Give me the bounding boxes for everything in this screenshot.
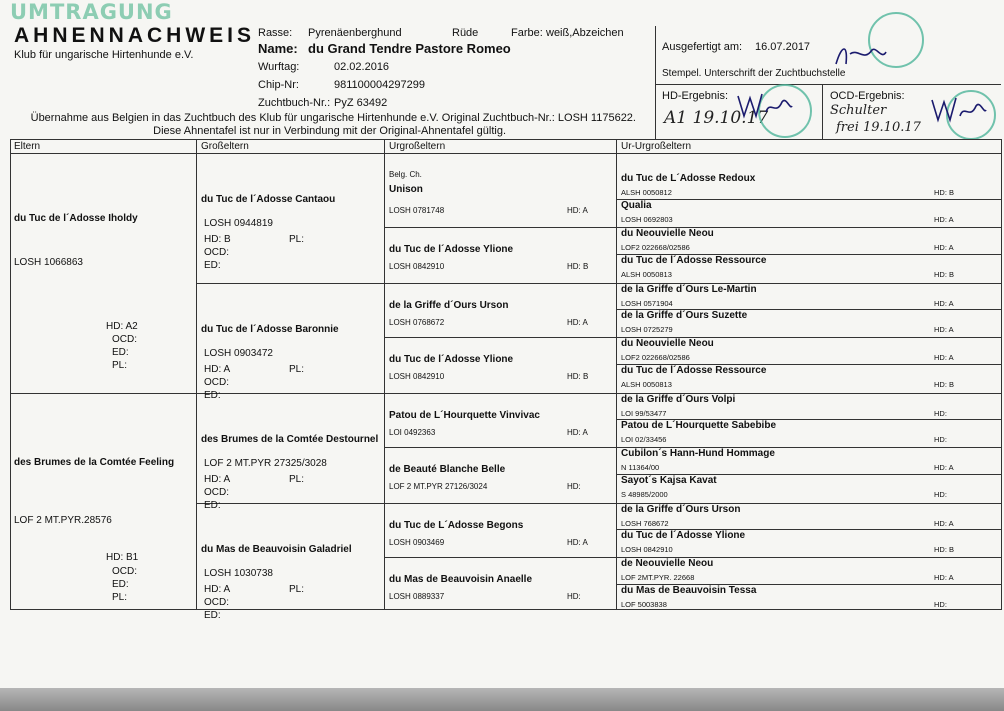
grandparent-name: des Brumes de la Comtée Destournel bbox=[201, 434, 379, 445]
great-great-grandparent-name: du Neouvielle Neou bbox=[621, 228, 714, 239]
signature-3 bbox=[928, 92, 988, 126]
great-great-grandparent-reg: LOSH 0571904 bbox=[621, 299, 673, 308]
great-great-grandparent-hd: HD: A bbox=[934, 573, 954, 582]
header-urgrosseltern: Urgroßeltern bbox=[389, 141, 446, 152]
great-grandparent-name: du Tuc de l´Adosse Ylione bbox=[389, 244, 514, 255]
grandparent-pl: PL: bbox=[289, 364, 305, 375]
great-great-grandparent-reg: ALSH 0050813 bbox=[621, 380, 672, 389]
great-great-grandparent-reg: LOF2 022668/02586 bbox=[621, 353, 690, 362]
validity-note: Diese Ahnentafel ist nur in Verbindung mit der Original-Ahnentafel gültig. bbox=[153, 125, 506, 137]
great-great-grandparent-name: Qualia bbox=[621, 200, 652, 211]
great-great-grandparent-hd: HD: bbox=[934, 490, 947, 499]
great-great-grandparent-name: Patou de L´Hourquette Sabebibe bbox=[621, 420, 777, 431]
great-great-grandparent-hd: HD: A bbox=[934, 299, 954, 308]
grandparent-pl: PL: bbox=[289, 234, 305, 245]
grandparent-ocd: OCD: bbox=[204, 377, 229, 388]
grandparent-ocd: OCD: bbox=[204, 247, 229, 258]
rasse-label: Rasse: bbox=[258, 27, 293, 39]
ocd-result-label: OCD-Ergebnis: bbox=[830, 90, 905, 102]
great-great-grandparent-hd: HD: bbox=[934, 409, 947, 418]
parent-dam-name: des Brumes de la Comtée Feeling bbox=[14, 457, 175, 468]
grandparent-hd: HD: B bbox=[204, 234, 231, 245]
great-grandparent-hd: HD: B bbox=[567, 262, 589, 271]
takeover-note: Übernahme aus Belgien in das Zuchtbuch des Klub für ungarische Hirtenhunde e.V. Original Zuchtbuch-Nr.: LOSH 1175622. bbox=[30, 112, 636, 124]
great-great-grandparent-name: Cubilon´s Hann-Hund Hommage bbox=[621, 448, 775, 459]
great-grandparent-reg: LOSH 0781748 bbox=[389, 206, 445, 215]
great-great-grandparent-hd: HD: bbox=[934, 600, 947, 609]
parent-sire-ocd: OCD: bbox=[112, 334, 137, 345]
grandparent-hd: HD: A bbox=[204, 584, 231, 595]
great-great-grandparent-name: de Neouvielle Neou bbox=[621, 558, 714, 569]
grandparent-ed: ED: bbox=[204, 390, 221, 401]
great-grandparent-name: de Beauté Blanche Belle bbox=[389, 464, 506, 475]
great-grandparent-name: Unison bbox=[389, 184, 423, 195]
document-title: AHNENNACHWEIS bbox=[14, 24, 255, 47]
grandparent-ed: ED: bbox=[204, 500, 221, 511]
great-great-grandparent-reg: LOF 5003838 bbox=[621, 600, 667, 609]
great-great-grandparent-reg: LOSH 0842910 bbox=[621, 545, 673, 554]
club-name: Klub für ungarische Hirtenhunde e.V. bbox=[14, 49, 194, 61]
header-grosseltern: Großeltern bbox=[201, 141, 249, 152]
great-grandparent-hd: HD: bbox=[567, 592, 581, 601]
great-great-grandparent-name: de la Griffe d´Ours Suzette bbox=[621, 310, 748, 321]
grandparent-pl: PL: bbox=[289, 474, 305, 485]
great-great-grandparent-hd: HD: A bbox=[934, 325, 954, 334]
great-great-grandparent-reg: N 11364/00 bbox=[621, 463, 660, 472]
great-grandparent-hd: HD: A bbox=[567, 318, 588, 327]
grandparent-name: du Mas de Beauvoisin Galadriel bbox=[201, 544, 352, 555]
great-great-grandparent-reg: LOSH 0725279 bbox=[621, 325, 673, 334]
chip-label: Chip-Nr: bbox=[258, 79, 299, 91]
grandparent-hd: HD: A bbox=[204, 474, 231, 485]
great-great-grandparent-hd: HD: bbox=[934, 435, 947, 444]
zuchtbuch-value: PyZ 63492 bbox=[334, 97, 388, 109]
great-grandparent-reg: LOSH 0768672 bbox=[389, 318, 445, 327]
great-great-grandparent-reg: LOF 2MT.PYR. 22668 bbox=[621, 573, 695, 582]
great-great-grandparent-reg: ALSH 0050812 bbox=[621, 188, 672, 197]
issued-label: Ausgefertigt am: bbox=[662, 41, 743, 53]
great-grandparent-name: de la Griffe d´Ours Urson bbox=[389, 300, 509, 311]
dog-name: du Grand Tendre Pastore Romeo bbox=[308, 41, 511, 56]
great-great-grandparent-hd: HD: A bbox=[934, 519, 954, 528]
great-great-grandparent-reg: ALSH 0050813 bbox=[621, 270, 672, 279]
name-label: Name: bbox=[258, 41, 298, 56]
great-great-grandparent-name: de la Griffe d´Ours Volpi bbox=[621, 394, 736, 405]
great-grandparent-reg: LOSH 0903469 bbox=[389, 538, 445, 547]
great-great-grandparent-name: du Tuc de L´Adosse Redoux bbox=[621, 173, 756, 184]
parent-sire-name: du Tuc de l´Adosse Iholdy bbox=[14, 213, 138, 224]
great-grandparent-reg: LOI 0492363 bbox=[389, 428, 436, 437]
parent-sire-reg: LOSH 1066863 bbox=[14, 257, 83, 268]
grandparent-reg: LOSH 0903472 bbox=[204, 348, 273, 359]
great-great-grandparent-hd: HD: A bbox=[934, 243, 954, 252]
great-great-grandparent-hd: HD: A bbox=[934, 215, 954, 224]
hd-result-handwritten: A1 19.10.17 bbox=[664, 108, 769, 128]
grandparent-ocd: OCD: bbox=[204, 487, 229, 498]
great-grandparent-reg: LOSH 0842910 bbox=[389, 262, 445, 271]
grandparent-ed: ED: bbox=[204, 260, 221, 271]
great-great-grandparent-hd: HD: B bbox=[934, 188, 955, 197]
farbe-label: Farbe: bbox=[511, 27, 543, 39]
great-grandparent-hd: HD: B bbox=[567, 372, 589, 381]
great-great-grandparent-reg: LOF2 022668/02586 bbox=[621, 243, 690, 252]
great-grandparent-hd: HD: A bbox=[567, 538, 588, 547]
rasse-value: Pyrenäenberghund bbox=[308, 27, 402, 39]
umtragung-stamp: UMTRAGUNG bbox=[10, 0, 173, 24]
parent-dam-reg: LOF 2 MT.PYR.28576 bbox=[14, 515, 112, 526]
great-grandparent-name: du Tuc de l´Adosse Ylione bbox=[389, 354, 514, 365]
parent-dam-hd: HD: B1 bbox=[106, 552, 139, 563]
wurftag-label: Wurftag: bbox=[258, 61, 300, 73]
great-grandparent-hd: HD: A bbox=[567, 428, 588, 437]
parent-sire-hd: HD: A2 bbox=[106, 321, 138, 332]
great-great-grandparent-reg: LOSH 768672 bbox=[621, 519, 669, 528]
parent-dam-ocd: OCD: bbox=[112, 566, 137, 577]
great-grandparent-name: du Mas de Beauvoisin Anaelle bbox=[389, 574, 533, 585]
great-great-grandparent-reg: S 48985/2000 bbox=[621, 490, 668, 499]
hd-result-label: HD-Ergebnis: bbox=[662, 90, 729, 102]
great-great-grandparent-hd: HD: A bbox=[934, 463, 954, 472]
great-grandparent-hd: HD: bbox=[567, 482, 581, 491]
grandparent-name: du Tuc de l´Adosse Baronnie bbox=[201, 324, 339, 335]
great-grandparent-name: Patou de L´Hourquette Vinvivac bbox=[389, 410, 540, 421]
parent-sire-ed: ED: bbox=[112, 347, 129, 358]
parent-sire-pl: PL: bbox=[112, 360, 128, 371]
chip-value: 981100004297299 bbox=[334, 79, 425, 91]
header-eltern: Eltern bbox=[14, 141, 41, 152]
issued-date: 16.07.2017 bbox=[755, 41, 811, 53]
scan-edge bbox=[0, 688, 1004, 711]
parent-dam-ed: ED: bbox=[112, 579, 129, 590]
great-great-grandparent-name: du Neouvielle Neou bbox=[621, 338, 714, 349]
great-great-grandparent-reg: LOSH 0692803 bbox=[621, 215, 673, 224]
grandparent-reg: LOF 2 MT.PYR 27325/3028 bbox=[204, 458, 327, 469]
ocd-handwritten-2: frei 19.10.17 bbox=[836, 120, 921, 135]
parent-dam-pl: PL: bbox=[112, 592, 128, 603]
great-great-grandparent-name: du Mas de Beauvoisin Tessa bbox=[621, 585, 757, 596]
great-grandparent-hd: HD: A bbox=[567, 206, 588, 215]
great-great-grandparent-name: du Tuc de l´Adosse Ressource bbox=[621, 255, 767, 266]
grandparent-ocd: OCD: bbox=[204, 597, 229, 608]
grandparent-hd: HD: A bbox=[204, 364, 231, 375]
great-grandparent-reg: LOF 2 MT.PYR 27126/3024 bbox=[389, 482, 488, 491]
great-great-grandparent-reg: LOI 02/33456 bbox=[621, 435, 667, 444]
grandparent-reg: LOSH 1030738 bbox=[204, 568, 273, 579]
great-great-grandparent-hd: HD: B bbox=[934, 380, 955, 389]
great-great-grandparent-name: de la Griffe d´Ours Urson bbox=[621, 504, 741, 515]
grandparent-name: du Tuc de l´Adosse Cantaou bbox=[201, 194, 336, 205]
grandparent-pl: PL: bbox=[289, 584, 305, 595]
great-great-grandparent-hd: HD: B bbox=[934, 270, 955, 279]
header-ur-urgrosseltern: Ur-Urgroßeltern bbox=[621, 141, 692, 152]
great-great-grandparent-hd: HD: A bbox=[934, 353, 954, 362]
grandparent-reg: LOSH 0944819 bbox=[204, 218, 273, 229]
farbe-value: weiß,Abzeichen bbox=[546, 27, 624, 39]
great-great-grandparent-reg: LOI 99/53477 bbox=[621, 409, 667, 418]
stamp-signature-label: Stempel. Unterschrift der Zuchtbuchstelle bbox=[662, 68, 846, 79]
signature-1 bbox=[830, 40, 890, 70]
great-great-grandparent-name: Sayot´s Kajsa Kavat bbox=[621, 475, 717, 486]
great-great-grandparent-hd: HD: B bbox=[934, 545, 955, 554]
signature-2 bbox=[734, 88, 794, 122]
wurftag-value: 02.02.2016 bbox=[334, 61, 390, 73]
grandparent-ed: ED: bbox=[204, 610, 221, 621]
great-grandparent-reg: LOSH 0842910 bbox=[389, 372, 445, 381]
great-great-grandparent-name: du Tuc de l´Adosse Ylione bbox=[621, 530, 746, 541]
great-great-grandparent-name: du Tuc de l´Adosse Ressource bbox=[621, 365, 767, 376]
zuchtbuch-label: Zuchtbuch-Nr.: bbox=[258, 97, 331, 109]
ocd-handwritten-1: Schulter bbox=[830, 103, 887, 118]
sex-value: Rüde bbox=[452, 27, 479, 39]
great-great-grandparent-name: de la Griffe d´Ours Le-Martin bbox=[621, 284, 757, 295]
great-grandparent-title: Belg. Ch. bbox=[389, 170, 422, 179]
great-grandparent-name: du Tuc de L´Adosse Begons bbox=[389, 520, 524, 531]
great-grandparent-reg: LOSH 0889337 bbox=[389, 592, 445, 601]
